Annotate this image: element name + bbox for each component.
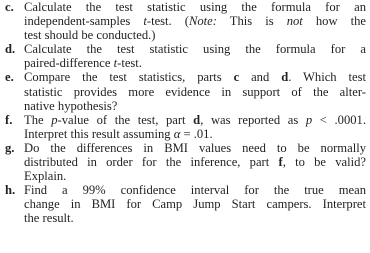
text-run: α xyxy=(173,126,181,141)
text-run: p xyxy=(51,112,58,127)
text-run: Compare the test statistics, parts xyxy=(24,70,234,85)
exercise-item-c xyxy=(0,0,370,42)
text-run: p xyxy=(305,112,313,127)
text-run: , to be valid? xyxy=(282,155,366,170)
text-run: f xyxy=(278,155,283,170)
text-run: -test. xyxy=(117,56,142,71)
text-run: . Which test xyxy=(288,70,366,85)
text-run: the result. xyxy=(24,211,74,226)
item-line xyxy=(24,28,366,42)
text-run: not xyxy=(286,14,303,29)
item-line xyxy=(24,155,366,169)
item-line xyxy=(24,0,366,14)
item-label: c. xyxy=(5,0,14,14)
text-run: Calculate the test statistic using the formula for a xyxy=(24,42,366,57)
text-run: t xyxy=(113,56,118,71)
item-line xyxy=(24,99,366,113)
text-run: change in BMI for Camp Jump Start campers. Interpret xyxy=(24,197,366,212)
exercise-item-d xyxy=(0,42,370,70)
text-run: statistic provides more evidence in support of the alter- xyxy=(24,84,366,99)
item-label: g. xyxy=(5,140,15,155)
exercise-item-f xyxy=(0,113,370,141)
text-run: t xyxy=(143,14,147,29)
text-run: native hypothesis? xyxy=(24,98,118,113)
exercise-item-e xyxy=(0,70,370,112)
exercise-item-g xyxy=(0,141,370,183)
text-run: -test. ( xyxy=(146,14,189,29)
text-run: < .0001. xyxy=(312,112,366,127)
item-line xyxy=(24,183,366,197)
text-run: , was reported as xyxy=(200,112,306,127)
item-label: e. xyxy=(5,70,14,85)
text-run: c xyxy=(233,70,240,85)
text-run: distributed in order for the inference, part xyxy=(24,155,279,170)
item-label: f. xyxy=(5,112,13,127)
item-line xyxy=(24,169,366,183)
text-run: Note: xyxy=(188,14,217,29)
item-line xyxy=(24,42,366,56)
text-run: Do the differences in BMI values need to be normally xyxy=(24,140,366,155)
exercise-item-h xyxy=(0,183,370,225)
item-line xyxy=(24,127,366,141)
text-run: -value of the test, part xyxy=(57,112,194,127)
item-line xyxy=(24,14,366,28)
item-line xyxy=(24,85,366,99)
item-line xyxy=(24,113,366,127)
item-line xyxy=(24,211,366,225)
item-line xyxy=(24,56,366,70)
text-run: Find a 99% confidence interval for the true mean xyxy=(24,183,366,198)
text-run: Interpret this result assuming xyxy=(24,126,174,141)
text-run: The xyxy=(24,112,52,127)
text-run: and xyxy=(239,70,282,85)
text-run: independent-samples xyxy=(24,14,144,29)
text-run: test should be conducted.) xyxy=(24,28,156,43)
item-line xyxy=(24,197,366,211)
text-run: paired-difference xyxy=(24,56,114,71)
item-line xyxy=(24,70,366,84)
text-run: Calculate the test statistic using the formula for an xyxy=(24,0,366,14)
text-run: how the xyxy=(302,14,366,29)
text-run: d xyxy=(193,112,201,127)
text-run: This is xyxy=(216,14,287,29)
item-label: d. xyxy=(5,42,16,57)
item-label: h. xyxy=(5,183,16,198)
text-run: Explain. xyxy=(24,169,67,184)
text-run: = .01. xyxy=(180,126,213,141)
item-line xyxy=(24,141,366,155)
text-run: d xyxy=(281,70,289,85)
